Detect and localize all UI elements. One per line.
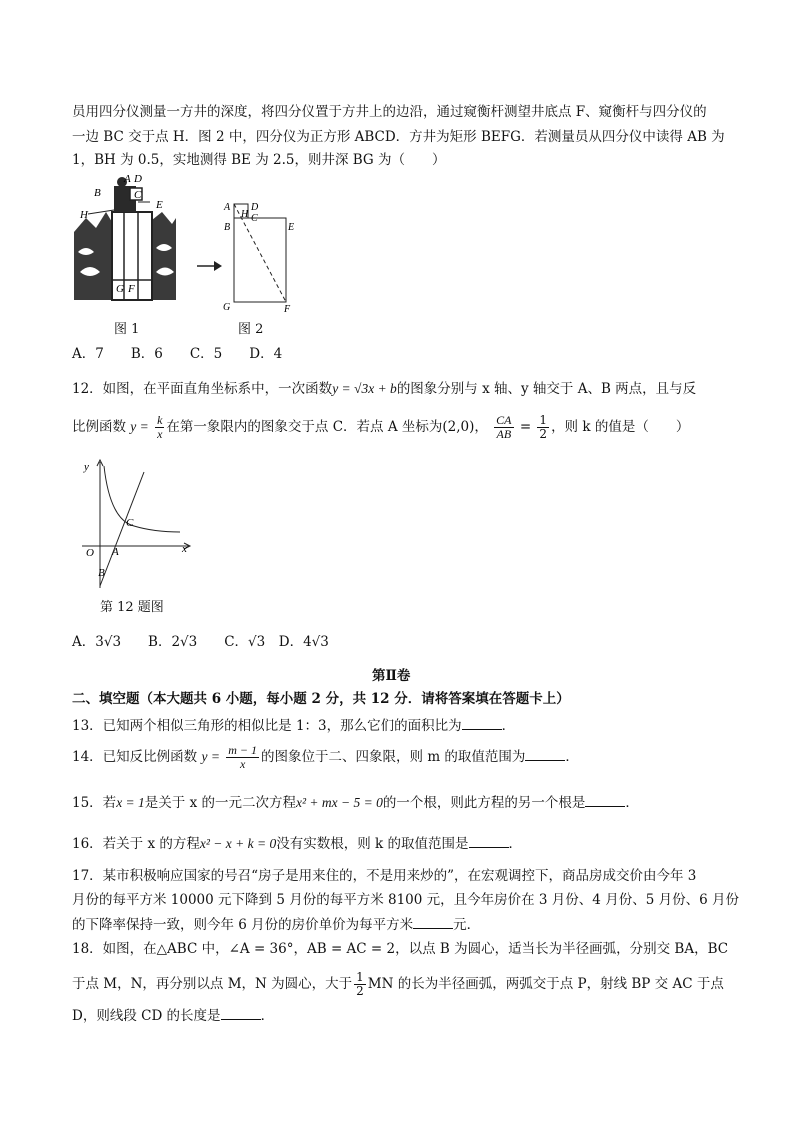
q12-text: 在第一象限内的图象交于点 C．若点 A 坐标为 [166, 419, 443, 435]
answer-blank [413, 914, 453, 929]
q14-end: ． [565, 749, 579, 765]
q18-line3 [72, 1005, 274, 1026]
q14-y-equals: y = [201, 749, 220, 764]
q17-line2: 月份的每平方米 10000 元下降到 5 月份的每平方米 8100 元，且今年房价在 3 月份、4 月份、5 月份、6 月份 [72, 892, 739, 908]
fig2-label: F [284, 304, 291, 315]
q12-linear-function: y = √3x + b [332, 381, 397, 396]
q15-equation: x² + mx − 5 = 0 [296, 795, 383, 810]
q12-options: A．3√3 B．2√3 C．√3 D．4√3 [72, 634, 329, 650]
q18-end: ． [260, 1008, 275, 1024]
q15-end: ． [625, 795, 639, 811]
fig2-label: G [223, 302, 231, 313]
q11-options: A．7 B．6 C．5 D．4 [72, 346, 283, 362]
fig1-label: C [134, 189, 142, 201]
fig1-caption: 图 1 [114, 322, 140, 337]
graph-label: y [84, 461, 89, 473]
answer-blank [462, 715, 502, 730]
graph-label: B [98, 567, 105, 579]
q18-text: 于点 M，N，再分别以点 M，N 为圆心，大于 [72, 976, 353, 992]
section-heading: 二、填空题（本大题共 6 小题，每小题 2 分，共 12 分．请将答案填在答题卡上） [72, 691, 570, 707]
graph-label: O [86, 547, 94, 559]
q11-line2: 一边 BC 交于点 H．图 2 中，四分仪为正方形 ABCD．方井为矩形 BEFG．若测量员从四分仪中读得 AB 为 [72, 129, 725, 145]
fig2-label: E [288, 222, 295, 233]
q12-text: ， [474, 419, 488, 435]
q12-line1 [72, 379, 696, 399]
fig1-label: E [156, 199, 163, 211]
q14-text: 14．已知反比例函数 [72, 749, 198, 765]
q12-fraction-half: $\frac{1}{2}$ [539, 413, 548, 441]
fig1-label: G [116, 283, 124, 295]
q14 [72, 740, 579, 774]
q12-fraction-k-over-x: $\frac{k}{x}$ [157, 413, 163, 441]
q12-figure-caption: 第 12 题图 [100, 600, 164, 615]
q12-y-equals: y = [130, 419, 149, 434]
fig1-well-illustration [72, 172, 178, 306]
fig1-label: F [128, 283, 135, 295]
q18-text: D，则线段 CD 的长度是 [72, 1008, 221, 1024]
q17-text: 的下降率保持一致，则今年 6 月份的房价单价为每平方米 [72, 917, 414, 933]
fig1-label: D [134, 173, 142, 185]
q18-fraction-half: $\frac{1}{2}$ [356, 970, 364, 998]
answer-blank [221, 1005, 261, 1020]
q12-text: 12．如图，在平面直角坐标系中，一次函数 [72, 381, 333, 397]
q12-text: 的图象分别与 x 轴、y 轴交于 A、B 两点，且与反 [396, 381, 697, 397]
q15-text: 是关于 x 的一元二次方程 [144, 795, 296, 811]
fig2-label: C [251, 213, 258, 224]
graph-label: A [112, 546, 119, 558]
q14-fraction: $\frac{m - 1}{x}$ [228, 743, 258, 771]
q15-text: 的一个根，则此方程的另一个根是 [382, 795, 586, 811]
q17-line1: 17．某市积极响应国家的号召“房子是用来住的，不是用来炒的”，在宏观调控下，商品房成交价由今年 3 [72, 868, 697, 884]
q16-text: 没有实数根，则 k 的取值范围是 [276, 836, 469, 852]
q16-end: ． [508, 836, 522, 852]
answer-blank [585, 792, 625, 807]
fig2-label: D [251, 202, 259, 213]
fig1-label: H [80, 209, 88, 221]
fig2-caption: 图 2 [238, 322, 264, 337]
q12-point-a: (2,0) [442, 419, 475, 435]
q15-text: 15．若 [72, 795, 117, 811]
q12-line2 [72, 412, 689, 442]
part2-title: 第Ⅱ卷 [372, 668, 411, 684]
q13-end: ． [501, 718, 516, 734]
q12-function-graph [74, 456, 198, 590]
fig2-label: A [224, 202, 231, 213]
q12-text: ，则 k 的值是（ ） [551, 419, 690, 435]
q11-line1: 员用四分仪测量一方井的深度，将四分仪置于方井上的边沿，通过窥衡杆测望井底点 F、窥衡杆与四分仪的 [72, 104, 707, 120]
q16-text: 16．若关于 x 的方程 [72, 836, 200, 852]
fig1-label: A [124, 173, 131, 185]
fig2-label: B [224, 222, 231, 233]
q17-line3 [72, 914, 480, 935]
graph-label: C [126, 517, 134, 529]
answer-blank [469, 833, 509, 848]
fig2-label: H [241, 209, 249, 220]
q13 [72, 715, 515, 736]
q14-text: 的图象位于二、四象限，则 m 的取值范围为 [261, 749, 526, 765]
q13-text: 13．已知两个相似三角形的相似比是 1：3，那么它们的面积比为 [72, 718, 462, 734]
q11-line3: 1，BH 为 0.5，实地测得 BE 为 2.5，则井深 BG 为（ ） [72, 152, 446, 168]
q16-equation: x² − x + k = 0 [199, 836, 277, 851]
q18-text: MN 的长为半径画弧，两弧交于点 P，射线 BP 交 AC 于点 [367, 976, 724, 992]
q12-equals: = [519, 419, 532, 435]
fig2-geometry-diagram [218, 196, 302, 316]
fig1-label: B [94, 187, 101, 199]
graph-label: x [182, 543, 187, 555]
q12-fraction-ca-over-ab: $\frac{CA}{AB}$ [496, 413, 512, 441]
q15 [72, 792, 639, 813]
q18-line1: 18．如图，在△ABC 中，∠A = 36°，AB = AC = 2，以点 B 为圆心，适当长为半径画弧，分别交 BA，BC [72, 941, 729, 957]
q15-x-equals-1: x = 1 [116, 795, 145, 810]
q18-line2 [72, 969, 724, 999]
q16 [72, 833, 522, 854]
q12-text: 比例函数 [72, 419, 126, 435]
q17-end: 元． [453, 917, 481, 933]
answer-blank [525, 746, 565, 761]
